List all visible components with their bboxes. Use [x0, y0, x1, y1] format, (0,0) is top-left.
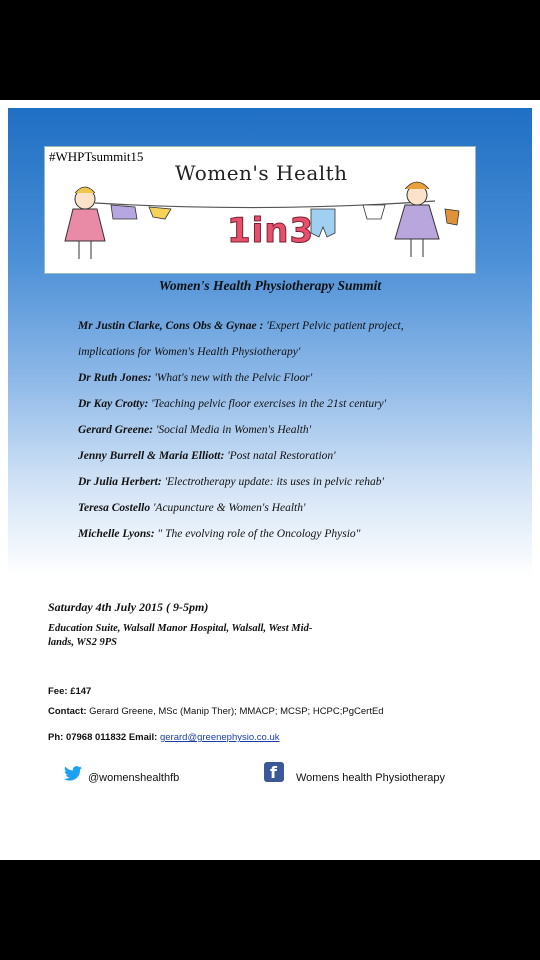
fee-line — [48, 686, 91, 697]
talk-title: 'Teaching pelvic floor exercises in the 21st century' — [151, 398, 387, 410]
speaker-name: Jenny Burrell & Maria Elliott: — [78, 450, 225, 462]
summit-title: Women's Health Physiotherapy Summit — [158, 278, 382, 293]
fee-value: £147 — [70, 686, 92, 697]
talk-title: 'Post natal Restoration' — [227, 450, 336, 462]
speaker-line — [78, 346, 300, 358]
speaker-line — [78, 320, 404, 332]
speaker-line — [78, 528, 361, 540]
facebook-icon[interactable]: f — [264, 762, 284, 782]
speaker-name: Dr Ruth Jones: — [78, 372, 152, 384]
speaker-name: Dr Kay Crotty: — [78, 398, 149, 410]
twitter-handle[interactable]: @womenshealthfb — [88, 772, 180, 784]
hashtag-label: #WHPTsummit15 — [49, 149, 144, 164]
talk-title: 'Social Media in Women's Health' — [155, 424, 312, 436]
speaker-line — [78, 476, 384, 488]
speaker-name: Mr Justin Clarke, Cons Obs & Gynae : — [78, 320, 264, 332]
venue-line: lands, WS2 9PS — [48, 637, 117, 648]
talk-title: implications for Women's Health Physiotherapy' — [78, 346, 301, 358]
facebook-page-name[interactable]: Womens health Physiotherapy — [296, 772, 445, 784]
flyer-page — [0, 100, 540, 860]
left-girl-drawing — [65, 187, 105, 259]
speaker-name: Teresa Costello — [78, 502, 151, 514]
email-label: Email: — [128, 732, 158, 743]
one-in-three-text: 1in3 — [227, 211, 315, 251]
event-banner — [44, 146, 476, 274]
banner-title: Women's Health — [175, 161, 348, 185]
right-girl-drawing — [395, 182, 439, 257]
talk-title: 'Acupuncture & Women's Health' — [152, 502, 306, 514]
venue-line: Education Suite, Walsall Manor Hospital, Walsall, West Mid- — [48, 623, 313, 634]
speaker-line — [78, 372, 312, 384]
speaker-line — [78, 398, 386, 410]
contact-line — [48, 706, 384, 717]
speaker-line — [78, 424, 311, 436]
event-date: Saturday 4th July 2015 ( 9-5pm) — [48, 600, 209, 614]
speaker-name: Dr Julia Herbert: — [78, 476, 162, 488]
speaker-name: Michelle Lyons: — [78, 528, 155, 540]
talk-title: 'Expert Pelvic patient project, — [266, 320, 404, 332]
fee-label: Fee: — [48, 686, 68, 697]
email-link[interactable]: gerard@greenephysio.co.uk — [159, 732, 280, 743]
speaker-name: Gerard Greene: — [78, 424, 154, 436]
phone-value: 07968 011832 — [65, 732, 127, 743]
speaker-line — [78, 450, 336, 462]
contact-label: Contact: — [48, 706, 87, 717]
twitter-icon[interactable] — [64, 766, 82, 781]
contact-value: Gerard Greene, MSc (Manip Ther); MMACP; MCSP; HCPC;PgCertEd — [89, 706, 384, 717]
speaker-line — [78, 502, 305, 514]
phone-email-line — [48, 732, 279, 743]
talk-title: 'Electrotherapy update: its uses in pelvic rehab' — [164, 476, 384, 488]
phone-label: Ph: — [48, 732, 64, 743]
talk-title: 'What's new with the Pelvic Floor' — [154, 372, 313, 384]
talk-title: " The evolving role of the Oncology Physio" — [157, 528, 361, 540]
event-venue — [48, 622, 348, 650]
